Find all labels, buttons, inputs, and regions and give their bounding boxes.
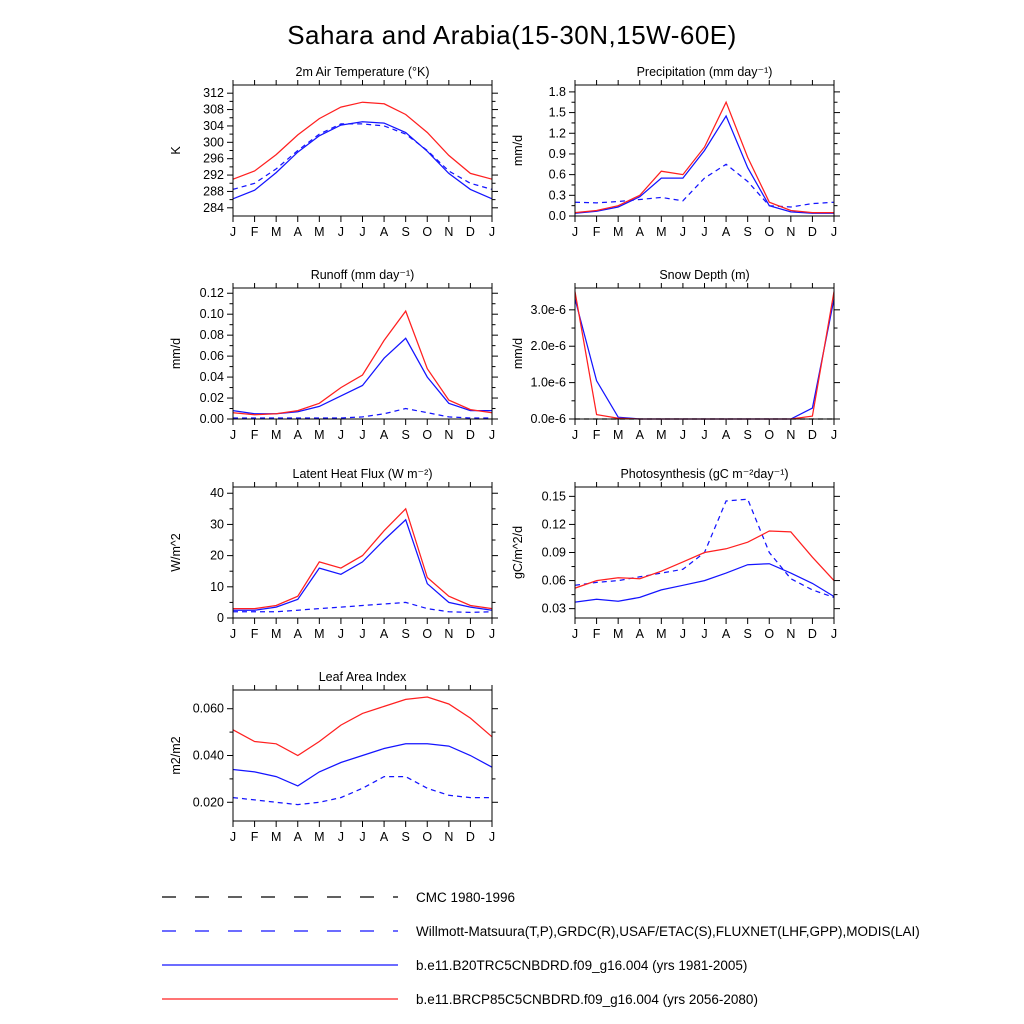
subplot-title: Leaf Area Index	[318, 670, 407, 684]
x-tick-label: J	[337, 225, 345, 239]
subplot-title: Runoff (mm day⁻¹)	[310, 268, 415, 282]
x-tick-label: J	[229, 830, 237, 844]
x-tick-label: J	[571, 428, 579, 442]
series-line-hist-b20trc5cnbdrd	[233, 122, 492, 199]
x-tick-label: M	[612, 627, 624, 641]
series-line-rcp85-brcp85c5cnbdrd	[575, 292, 834, 419]
legend-item-historical	[160, 948, 920, 982]
y-tick-label: 0.08	[199, 328, 224, 343]
series-line-hist-b20trc5cnbdrd	[575, 299, 834, 419]
y-tick-label: 1.8	[548, 84, 566, 99]
subplot-title: 2m Air Temperature (°K)	[295, 65, 430, 79]
x-tick-label: F	[592, 428, 601, 442]
chart-snow-depth	[500, 263, 849, 454]
x-tick-label: O	[764, 225, 775, 239]
chart-runoff	[158, 263, 507, 454]
x-tick-label: J	[830, 627, 838, 641]
x-tick-label: J	[488, 225, 496, 239]
y-tick-label: 0.09	[541, 545, 566, 560]
x-tick-label: J	[571, 627, 579, 641]
subplot-title: Photosynthesis (gC m⁻²day⁻¹)	[620, 467, 789, 481]
x-tick-label: J	[679, 627, 687, 641]
x-tick-label: J	[701, 225, 708, 239]
y-axis-label: mm/d	[511, 337, 525, 370]
x-tick-label: J	[488, 428, 496, 442]
chart-svg	[158, 665, 507, 856]
y-axis-label: W/m^2	[169, 533, 183, 572]
x-tick-label: A	[293, 428, 302, 442]
legend-line-sample-historical	[160, 961, 400, 969]
x-tick-label: S	[743, 225, 752, 239]
x-tick-label: J	[229, 428, 237, 442]
y-tick-label: 30	[210, 517, 224, 532]
x-tick-label: A	[293, 627, 302, 641]
page-title: Sahara and Arabia(15-30N,15W-60E)	[287, 20, 737, 50]
y-tick-label: 0.04	[199, 370, 224, 385]
x-tick-label: J	[488, 627, 496, 641]
x-tick-label: M	[612, 428, 624, 442]
x-tick-label: D	[465, 830, 475, 844]
x-tick-label: F	[250, 428, 259, 442]
legend-line-sample-obs	[160, 927, 400, 935]
series-line-hist-b20trc5cnbdrd	[233, 520, 492, 610]
y-tick-label: 0.12	[541, 517, 566, 532]
chart-svg	[158, 462, 507, 653]
x-tick-label: J	[359, 830, 366, 844]
chart-svg	[500, 60, 849, 251]
series-line-rcp85-brcp85c5cnbdrd	[233, 102, 492, 179]
y-tick-label: 0.15	[541, 489, 566, 504]
x-tick-label: M	[314, 627, 325, 641]
series-line-obs-willmott	[575, 164, 834, 207]
series-line-obs-willmott	[233, 124, 492, 189]
y-tick-label: 0.06	[541, 573, 566, 588]
y-tick-label: 0.3	[548, 188, 566, 203]
x-tick-label: N	[444, 225, 454, 239]
x-tick-label: A	[635, 225, 644, 239]
y-tick-label: 0.0e-6	[530, 412, 566, 426]
y-tick-label: 0.02	[199, 391, 224, 406]
x-tick-label: J	[229, 225, 237, 239]
x-tick-label: O	[422, 830, 433, 844]
chart-svg	[500, 263, 849, 454]
chart-svg	[158, 60, 507, 251]
x-tick-label: D	[807, 225, 817, 239]
x-tick-label: M	[270, 830, 282, 844]
x-tick-label: J	[701, 428, 708, 442]
x-tick-label: J	[830, 225, 838, 239]
x-tick-label: F	[250, 830, 259, 844]
x-tick-label: M	[270, 428, 282, 442]
y-tick-label: 0.00	[199, 412, 224, 426]
y-tick-label: 288	[203, 184, 224, 199]
y-tick-label: 0.020	[192, 795, 224, 810]
legend-line-sample-cmc	[160, 893, 400, 901]
series-line-hist-b20trc5cnbdrd	[575, 564, 834, 602]
x-tick-label: M	[656, 428, 667, 442]
x-tick-label: M	[656, 225, 667, 239]
y-tick-label: 10	[210, 579, 224, 594]
y-tick-label: 40	[210, 486, 224, 501]
x-tick-label: S	[401, 428, 410, 442]
x-tick-label: A	[721, 428, 731, 442]
y-tick-label: 0.0	[548, 209, 566, 223]
y-axis-label: gC/m^2/d	[511, 525, 525, 580]
axes-ticks	[227, 80, 498, 222]
x-tick-label: A	[721, 627, 731, 641]
x-tick-label: N	[444, 830, 454, 844]
axes-ticks	[227, 482, 498, 624]
legend-label: b.e11.B20TRC5CNBDRD.f09_g16.004 (yrs 1981-2005)	[416, 957, 748, 973]
y-tick-label: 3.0e-6	[530, 302, 566, 317]
x-tick-label: A	[635, 627, 644, 641]
x-tick-label: S	[743, 428, 752, 442]
x-tick-label: J	[359, 428, 366, 442]
x-tick-label: M	[270, 225, 282, 239]
x-tick-label: O	[422, 627, 433, 641]
x-tick-label: M	[314, 428, 325, 442]
legend-item-cmc	[160, 880, 920, 914]
y-axis-label: mm/d	[169, 337, 183, 370]
y-tick-label: 296	[203, 151, 224, 166]
x-tick-label: A	[379, 830, 389, 844]
x-tick-label: A	[293, 225, 302, 239]
x-tick-label: J	[571, 225, 579, 239]
chart-latent-heat-flux	[158, 462, 507, 653]
x-tick-label: A	[635, 428, 644, 442]
x-tick-label: D	[465, 225, 475, 239]
series-line-rcp85-brcp85c5cnbdrd	[233, 311, 492, 415]
legend-label: b.e11.BRCP85C5CNBDRD.f09_g16.004 (yrs 2056-2080)	[416, 991, 758, 1007]
x-tick-label: J	[229, 627, 237, 641]
y-tick-label: 300	[203, 135, 224, 150]
y-tick-label: 312	[203, 86, 224, 101]
x-tick-label: O	[764, 428, 775, 442]
series-line-hist-b20trc5cnbdrd	[575, 116, 834, 213]
x-tick-label: J	[337, 428, 345, 442]
legend-item-obs	[160, 914, 920, 948]
plot-frame	[575, 288, 834, 419]
x-tick-label: S	[401, 830, 410, 844]
series-line-obs-fluxnet-gpp	[575, 499, 834, 597]
y-tick-label: 0.10	[199, 307, 224, 322]
x-tick-label: J	[337, 627, 345, 641]
x-tick-label: N	[786, 627, 796, 641]
y-tick-label: 20	[210, 548, 224, 563]
series-line-obs-modis-lai	[233, 777, 492, 805]
y-tick-label: 0.060	[192, 701, 224, 716]
chart-precipitation	[500, 60, 849, 251]
x-tick-label: D	[465, 627, 475, 641]
x-tick-label: O	[422, 428, 433, 442]
plot-frame	[233, 288, 492, 419]
x-tick-label: J	[679, 428, 687, 442]
x-tick-label: D	[807, 627, 817, 641]
legend-item-rcp85	[160, 982, 920, 1016]
x-tick-label: A	[721, 225, 731, 239]
subplot-title: Snow Depth (m)	[659, 268, 750, 282]
x-tick-label: N	[444, 428, 454, 442]
series-line-hist-b20trc5cnbdrd	[233, 744, 492, 786]
y-tick-label: 304	[203, 118, 224, 133]
x-tick-label: O	[422, 225, 433, 239]
y-tick-label: 0.6	[548, 167, 566, 182]
x-tick-label: S	[743, 627, 752, 641]
y-axis-label: m2/m2	[169, 736, 183, 775]
y-tick-label: 1.0e-6	[530, 375, 566, 390]
x-tick-label: J	[679, 225, 687, 239]
y-tick-label: 0.06	[199, 349, 224, 364]
y-tick-label: 0.9	[548, 146, 566, 161]
chart-leaf-area-index	[158, 665, 507, 856]
x-tick-label: O	[764, 627, 775, 641]
x-tick-label: S	[401, 225, 410, 239]
x-tick-label: D	[465, 428, 475, 442]
x-tick-label: J	[359, 225, 366, 239]
x-tick-label: D	[807, 428, 817, 442]
x-tick-label: F	[592, 225, 601, 239]
x-tick-label: F	[250, 627, 259, 641]
chart-svg	[500, 462, 849, 653]
legend	[160, 880, 920, 1016]
chart-svg	[158, 263, 507, 454]
y-tick-label: 0.03	[541, 601, 566, 616]
chart-2m-air-temperature	[158, 60, 507, 251]
series-line-rcp85-brcp85c5cnbdrd	[575, 531, 834, 588]
x-tick-label: J	[488, 830, 496, 844]
legend-label: Willmott-Matsuura(T,P),GRDC(R),USAF/ETAC(S),FLUXNET(LHF,GPP),MODIS(LAI)	[416, 923, 920, 939]
x-tick-label: J	[337, 830, 345, 844]
x-tick-label: N	[444, 627, 454, 641]
subplot-title: Latent Heat Flux (W m⁻²)	[292, 467, 433, 481]
y-tick-label: 1.5	[548, 105, 566, 120]
x-tick-label: J	[359, 627, 366, 641]
series-line-rcp85-brcp85c5cnbdrd	[233, 509, 492, 609]
x-tick-label: S	[401, 627, 410, 641]
legend-label: CMC 1980-1996	[416, 889, 516, 905]
x-tick-label: A	[379, 428, 389, 442]
y-axis-label: K	[169, 146, 183, 155]
y-tick-label: 1.2	[548, 126, 566, 141]
chart-photosynthesis	[500, 462, 849, 653]
x-tick-label: A	[293, 830, 302, 844]
series-line-rcp85-brcp85c5cnbdrd	[233, 697, 492, 756]
y-tick-label: 292	[203, 168, 224, 183]
x-tick-label: M	[314, 225, 325, 239]
y-tick-label: 2.0e-6	[530, 339, 566, 354]
x-tick-label: F	[250, 225, 259, 239]
x-tick-label: M	[612, 225, 624, 239]
series-line-rcp85-brcp85c5cnbdrd	[575, 102, 834, 212]
y-tick-label: 0	[217, 611, 224, 625]
x-tick-label: N	[786, 428, 796, 442]
y-tick-label: 308	[203, 102, 224, 117]
plot-frame	[233, 85, 492, 216]
x-tick-label: M	[270, 627, 282, 641]
x-tick-label: M	[314, 830, 325, 844]
y-tick-label: 284	[203, 200, 224, 215]
x-tick-label: A	[379, 225, 389, 239]
x-tick-label: F	[592, 627, 601, 641]
subplot-title: Precipitation (mm day⁻¹)	[636, 65, 773, 79]
x-tick-label: A	[379, 627, 389, 641]
y-tick-label: 0.040	[192, 748, 224, 763]
x-tick-label: N	[786, 225, 796, 239]
legend-line-sample-rcp85	[160, 995, 400, 1003]
x-tick-label: J	[830, 428, 838, 442]
y-tick-label: 0.12	[199, 286, 224, 301]
x-tick-label: M	[656, 627, 667, 641]
y-axis-label: mm/d	[511, 134, 525, 167]
x-tick-label: J	[701, 627, 708, 641]
